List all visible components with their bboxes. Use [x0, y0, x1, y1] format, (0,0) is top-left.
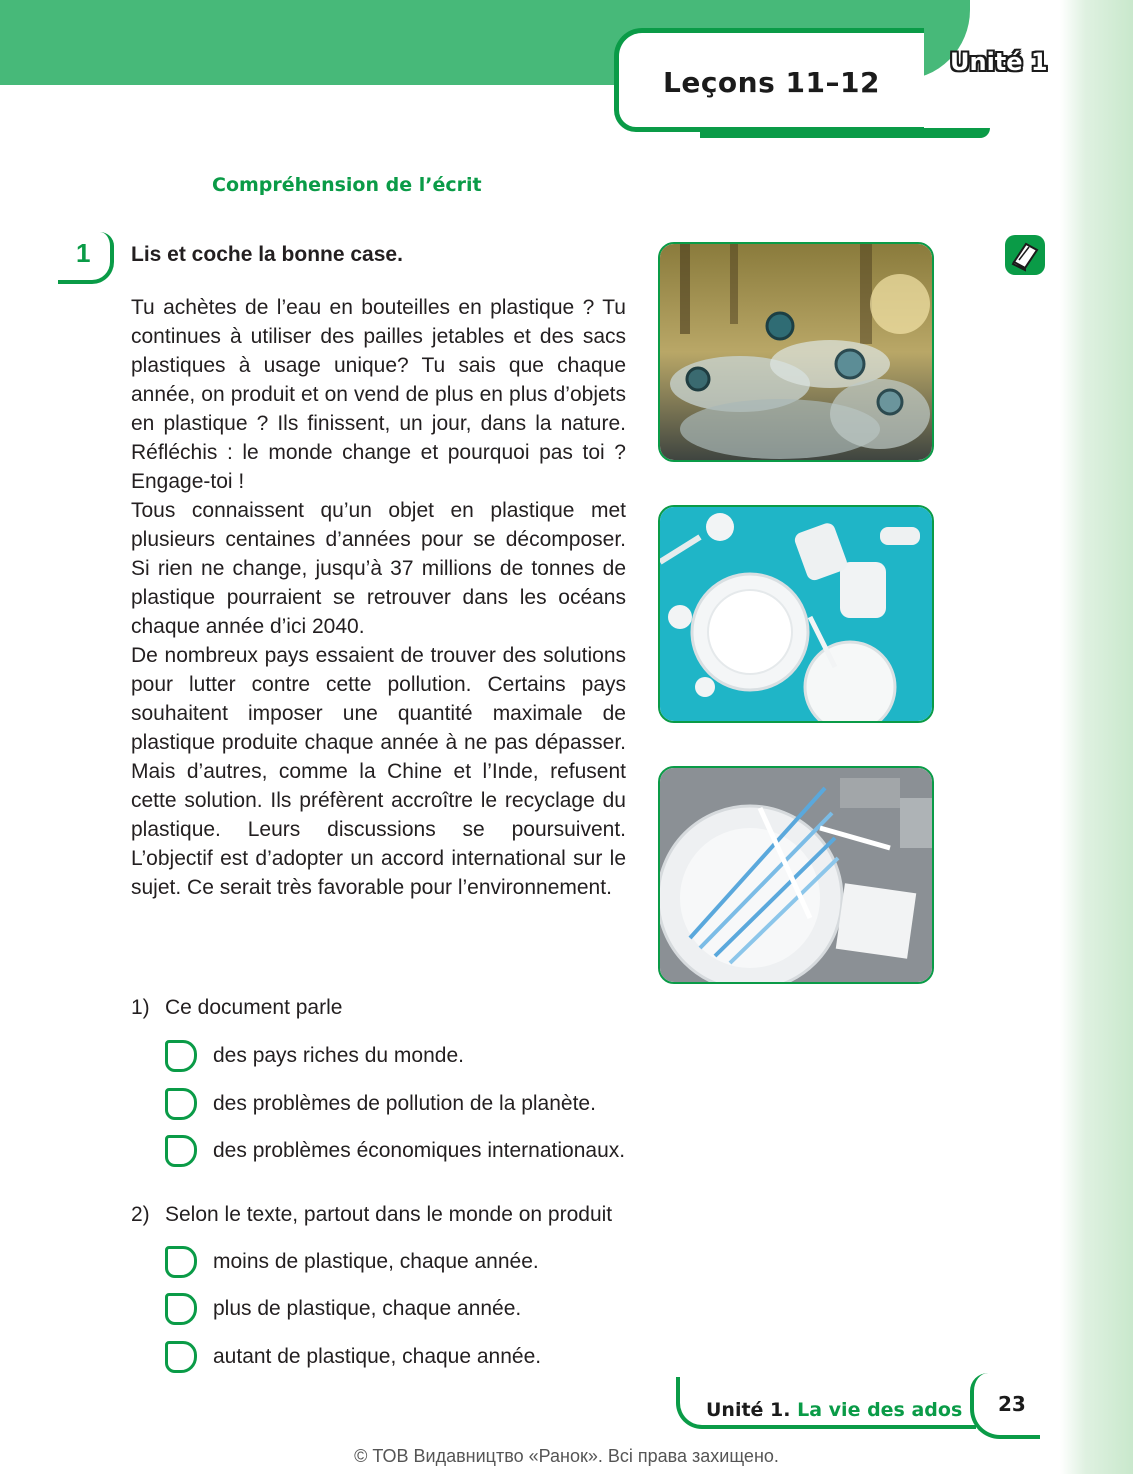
page-edge-gradient — [1060, 0, 1133, 1474]
answer-option[interactable] — [165, 1036, 464, 1076]
question-number: 1) — [131, 996, 150, 1019]
reading-paragraph: Tous connaissent qu’un objet en plastique met plusieurs centaines d’années pour se décomposer. Si rien ne change, jusqu’à 37 millions de tonnes de plastique pourraient se retrouver dans les océans chaque année d’ici 2040. — [131, 499, 626, 638]
question-text: Selon le texte, partout dans le monde on produit — [165, 1203, 613, 1226]
exercise-instruction: Lis et coche la bonne case. — [131, 243, 403, 266]
page-number: 23 — [998, 1392, 1026, 1416]
lesson-title: Leçons 11–12 — [663, 66, 880, 99]
answer-label: des pays riches du monde. — [213, 1044, 464, 1067]
answer-checkbox[interactable] — [165, 1341, 197, 1373]
photo-plastic-cutlery — [658, 766, 934, 984]
photo-plastic-plates — [658, 505, 934, 723]
footer-unit-label — [706, 1399, 962, 1421]
answer-label: des problèmes économiques internationaux. — [213, 1139, 626, 1162]
photo-plastic-bottles — [658, 242, 934, 462]
question-1 — [131, 996, 342, 1020]
answer-option[interactable] — [165, 1131, 625, 1171]
unit-badge: Unité 1 — [950, 48, 1048, 76]
copyright-notice: © ТОВ Видавництво «Ранок». Всі права захищено. — [354, 1446, 779, 1466]
answer-label: moins de plastique, chaque année. — [213, 1250, 539, 1273]
answer-label: des problèmes de pollution de la planète. — [213, 1092, 596, 1115]
question-text: Ce document parle — [165, 996, 343, 1019]
question-2 — [131, 1203, 612, 1227]
answer-option[interactable] — [165, 1337, 541, 1377]
answer-label: plus de plastique, chaque année. — [213, 1297, 522, 1320]
answer-option[interactable] — [165, 1084, 596, 1124]
footer-unit-number: Unité 1. — [706, 1399, 791, 1421]
answer-checkbox[interactable] — [165, 1293, 197, 1325]
answer-checkbox[interactable] — [165, 1246, 197, 1278]
answer-label: autant de plastique, chaque année. — [213, 1345, 542, 1368]
answer-option[interactable] — [165, 1242, 539, 1282]
answer-option[interactable] — [165, 1289, 521, 1329]
book-icon — [1002, 232, 1048, 278]
answer-checkbox[interactable] — [165, 1040, 197, 1072]
question-number: 2) — [131, 1203, 150, 1226]
exercise-number: 1 — [76, 238, 91, 268]
lesson-title-tab-shadow — [700, 128, 990, 138]
reading-paragraph: De nombreux pays essaient de trouver des solutions pour lutter contre cette pollution. Certains pays souhaitent imposer une quantité maximale de plastique produite chaque année à ne pas dépasser. Mais d’autres, comme la Chine et l’Inde, refusent cette solution. Ils préfèrent accroître le recyclage du plastique. Leurs discussions se poursuivent. L’objectif est d’adopter un accord international sur le sujet. Ce serait très favorable pour l’environnement. — [131, 644, 626, 899]
reading-text — [131, 293, 626, 902]
answer-checkbox[interactable] — [165, 1135, 197, 1167]
footer-unit-title: La vie des ados — [797, 1399, 963, 1421]
answer-checkbox[interactable] — [165, 1088, 197, 1120]
reading-paragraph: Tu achètes de l’eau en bouteilles en plastique ? Tu continues à utiliser des pailles jetables et des sacs plastiques à usage unique? Tu sais que chaque année, on produit et on vend de plus en plus d’objets en plastique ? Ils finissent, un jour, dans la nature. Réfléchis : le monde change et pourquoi pas toi ? Engage-toi ! — [131, 296, 626, 493]
section-heading: Compréhension de l’écrit — [212, 174, 482, 196]
